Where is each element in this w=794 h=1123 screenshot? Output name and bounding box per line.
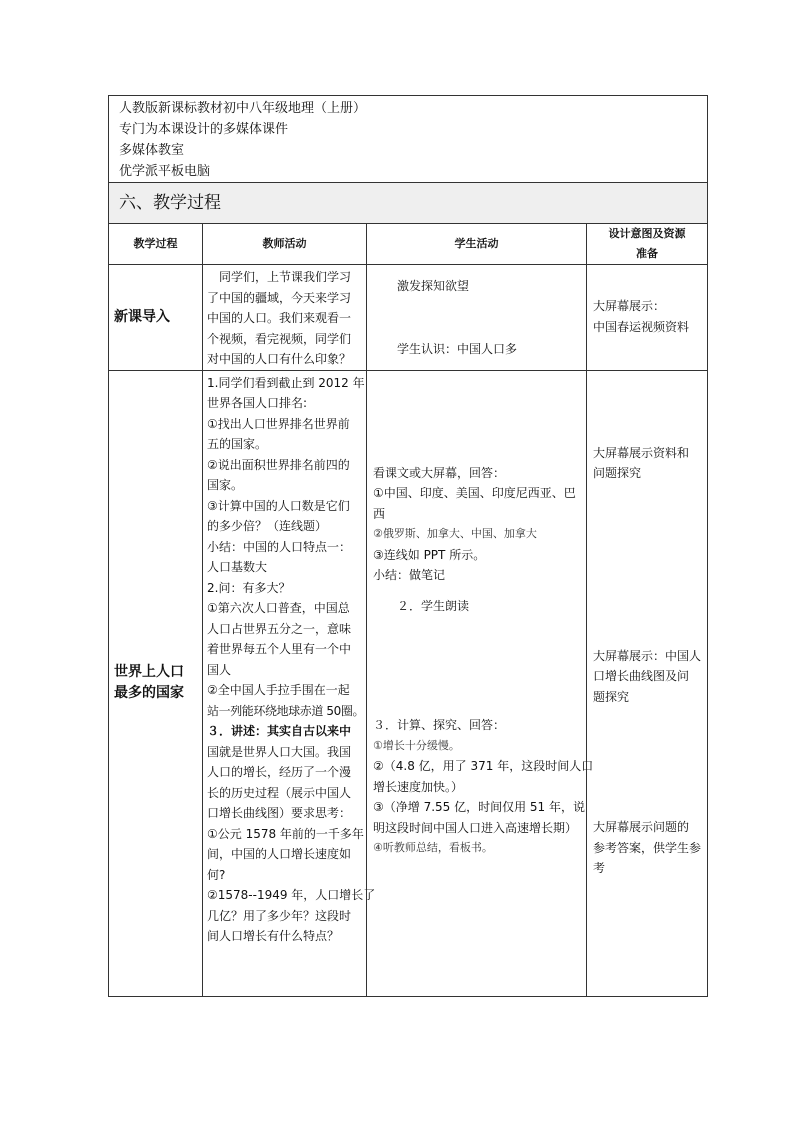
student-activity <box>367 265 587 371</box>
student-line: ②俄罗斯、加拿大、中国、加拿大 <box>373 527 537 540</box>
teacher-line: ③计算中国的人口数是它们 <box>207 498 350 513</box>
teacher-line: 中国的人口。我们来观看一 <box>207 311 352 325</box>
student-line: 激发探知欲望 <box>397 279 470 293</box>
teacher-line: ①第六次人口普查，中国总 <box>207 601 350 615</box>
design-line: 大屏幕展示： <box>593 299 666 313</box>
teacher-line: ②说出面积世界排名前四的 <box>207 457 350 472</box>
teacher-line: ②1578--1949 年，人口增长了 <box>207 888 376 902</box>
teacher-line: 小结：中国的人口特点一： <box>207 539 352 554</box>
student-line: 学生认识：中国人口多 <box>397 341 518 356</box>
student-line: ④听教师总结，看板书。 <box>373 841 493 854</box>
teacher-line: ①找出人口世界排名世界前 <box>207 416 350 431</box>
header-design <box>587 224 708 265</box>
header-design-line: 设计意图及资源 <box>608 227 686 240</box>
resource-item: 专门为本课设计的多媒体课件 <box>119 122 289 137</box>
stage-line: 最多的国家 <box>114 685 184 701</box>
header-stage: 教学过程 <box>109 224 203 265</box>
teacher-line: 站一列能环绕地球赤道 50圈。 <box>207 703 365 718</box>
teacher-line: 间人口增长有什么特点？ <box>207 929 340 943</box>
student-line: ①中国、印度、美国、印度尼西亚、巴 <box>373 486 576 500</box>
student-activity <box>367 370 594 996</box>
teacher-line: 国家。 <box>207 478 244 492</box>
teacher-line: 着世界每五个人里有一个中 <box>207 642 352 656</box>
design-line: 口增长曲线图及问 <box>593 669 690 683</box>
teacher-line: 个视频，看完视频，同学们 <box>207 331 352 346</box>
teacher-line: 1.同学们看到截止到 2012 年 <box>207 375 365 390</box>
teacher-line: ②全中国人手拉手围在一起 <box>207 683 350 697</box>
teacher-line: 的多少倍？（连线题） <box>207 519 328 533</box>
teacher-line: 同学们，上节课我们学习 <box>219 270 352 284</box>
teacher-line: 世界各国人口排名: <box>207 396 308 410</box>
student-line: 小结：做笔记 <box>373 568 446 582</box>
header-teacher: 教师活动 <box>203 224 367 265</box>
student-line: 明这段时间中国人口进入高速增长期） <box>373 820 578 835</box>
teacher-line: ３．讲述：其实自古以来中 <box>207 724 352 738</box>
design-line: 大屏幕展示问题的 <box>593 820 690 834</box>
stage-label <box>109 370 203 996</box>
teacher-line: ①公元 1578 年前的一千多年 <box>207 826 364 841</box>
design-line: 考 <box>593 861 606 875</box>
design-intent <box>587 265 708 371</box>
resource-item: 优学派平板电脑 <box>119 164 211 179</box>
teacher-line: 人口基数大 <box>207 560 268 574</box>
teacher-line: 几亿？用了多少年？这段时 <box>207 908 352 923</box>
lesson-plan-table <box>108 95 707 995</box>
student-line: ２．学生朗读 <box>397 598 470 613</box>
design-line: 中国春运视频资料 <box>593 319 690 334</box>
resource-item: 多媒体教室 <box>119 143 185 158</box>
teacher-line: 间，中国的人口增长速度如 <box>207 847 352 861</box>
design-line: 大屏幕展示资料和 <box>593 445 690 460</box>
design-line: 参考答案，供学生参 <box>593 840 702 855</box>
teacher-line: 对中国的人口有什么印象？ <box>207 352 352 366</box>
teacher-activity <box>203 370 376 996</box>
teacher-line: 五的国家。 <box>207 437 268 451</box>
teacher-line: 何? <box>207 867 226 882</box>
header-student: 学生活动 <box>367 224 587 265</box>
teacher-activity <box>203 265 367 371</box>
teacher-line: 国人 <box>207 662 232 677</box>
student-line: 西 <box>373 506 386 521</box>
design-line: 题探究 <box>593 689 630 704</box>
student-line: ③连线如 PPT 所示。 <box>373 547 486 562</box>
resource-item: 人教版新课标教材初中八年级地理（上册） <box>119 101 367 116</box>
section-title: 六、教学过程 <box>109 183 708 224</box>
teacher-line: 2.问：有多大？ <box>207 580 291 595</box>
teacher-line: 口增长曲线图）要求思考： <box>207 806 352 820</box>
student-line: ③（净增 7.55 亿，时间仅用 51 年，说 <box>373 800 586 814</box>
stage-label: 新课导入 <box>109 265 203 371</box>
stage-line: 世界上人口 <box>114 664 184 680</box>
teacher-line: 国就是世界人口大国。我国 <box>207 744 352 759</box>
teacher-line: 人口占世界五分之一，意味 <box>207 621 352 636</box>
student-line: ②（4.8 亿，用了 371 年，这段时间人口 <box>373 759 594 773</box>
student-line: ３．计算、探究、回答： <box>373 718 506 732</box>
design-line: 大屏幕展示：中国人 <box>593 648 702 663</box>
student-line: ①增长十分缓慢。 <box>373 738 460 752</box>
student-line: 增长速度加快。） <box>373 779 464 794</box>
teacher-line: 人口的增长，经历了一个漫 <box>207 765 352 779</box>
student-line: 看课文或大屏幕，回答： <box>373 465 506 480</box>
design-line: 问题探究 <box>593 466 642 480</box>
resources-list <box>109 96 708 183</box>
design-intent <box>587 370 708 996</box>
teacher-line: 了中国的疆域，今天来学习 <box>207 290 352 305</box>
teacher-line: 长的历史过程（展示中国人 <box>207 785 352 800</box>
header-design-line: 准备 <box>636 247 658 260</box>
